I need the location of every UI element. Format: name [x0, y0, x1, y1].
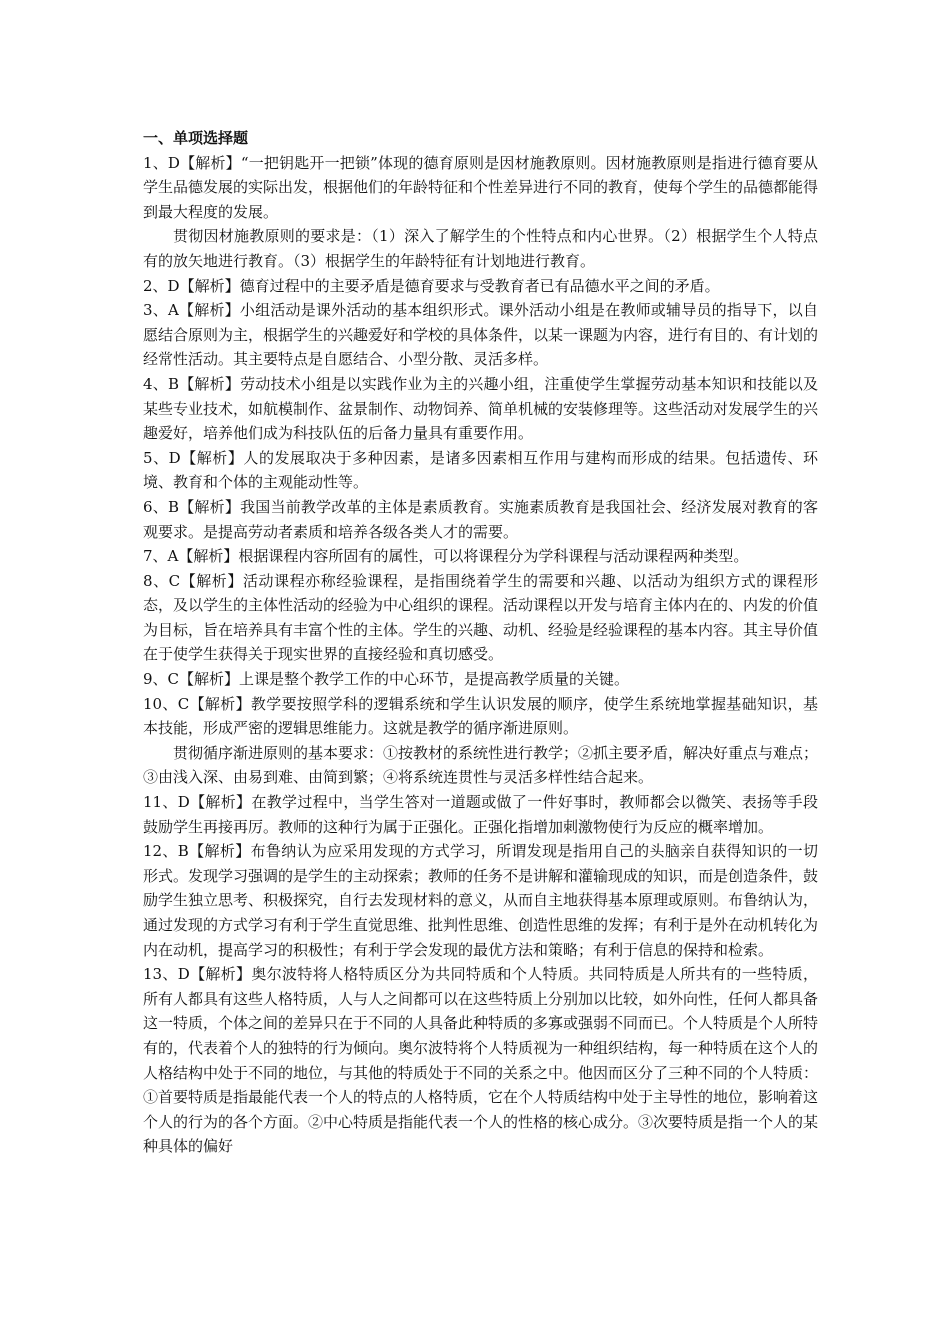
- answer-text: 劳动技术小组是以实践作业为主的兴趣小组，注重使学生掌握劳动基本知识和技能以及某些专业技术，如航模制作、盆景制作、动物饲养、简单机械的安装修理等。这些活动对发展学生的兴趣爱好，培养他们成为科技队伍的后备力量具有重要作用。: [143, 374, 819, 443]
- answer-12: [143, 839, 818, 962]
- section-title: 一、单项选择题: [143, 129, 249, 147]
- answer-text: “一把钥匙开一把锁”体现的德育原则是因材施教原则。因材施教原则是指进行德育要从学生品德发展的实际出发，根据他们的年龄特征和个性差异进行不同的教育，使每个学生的品德都能得到最大程度的发展。: [143, 153, 819, 221]
- analysis-tag: 【解析】: [179, 670, 240, 689]
- answer-number: 2、D: [143, 276, 180, 295]
- answer-text: 活动课程亦称经验课程，是指围绕着学生的需要和兴趣、以活动为组织方式的课程形态，及以学生的主体性活动的经验为中心组织的课程。活动课程以开发与培育主体内在的、内发的价值为目标，旨在培养具有丰富个性的主体。学生的兴趣、动机、经验是经验课程的基本内容。其主导价值在于使学生获得关于现实世界的直接经验和真切感受。: [143, 571, 819, 664]
- answer-text: 上课是整个教学工作的中心环节，是提高教学质量的关键。: [239, 670, 630, 689]
- answer-8: [143, 569, 818, 667]
- answer-5: [143, 446, 818, 495]
- answer-number: 6、B: [143, 497, 179, 516]
- answer-text: 教学要按照学科的逻辑系统和学生认识发展的顺序，使学生系统地掌握基础知识，基本技能，形成严密的逻辑思维能力。这就是教学的循序渐进原则。: [143, 694, 818, 738]
- answer-10: [143, 692, 818, 741]
- answer-1: [143, 151, 818, 225]
- answer-text: 小组活动是课外活动的基本组织形式。课外活动小组是在教师或辅导员的指导下，以自愿结合原则为主，根据学生的兴趣爱好和学校的具体条件，以某一课题为内容，进行有目的、有计划的经常性活动。其主要特点是自愿结合、小型分散、灵活多样。: [143, 301, 819, 369]
- answer-text: 布鲁纳认为应采用发现的方式学习，所谓发现是指用自己的头脑亲自获得知识的一切形式。发现学习强调的是学生的主动探索；教师的任务不是讲解和灌输现成的知识，而是创造条件，鼓励学生独立思考、积极探究，自行去发现材料的意义，从而自主地获得基本原理或原则。布鲁纳认为，通过发现的方式学习有利于学生直觉思维、批判性思维、创造性思维的发挥；有利于是外在动机转化为内在动机，提高学习的积极性；有利于学会发现的最优方法和策略；有利于信息的保持和检索。: [143, 842, 819, 959]
- analysis-tag: 【解析】: [179, 374, 241, 393]
- answer-10-requirements: 贯彻循序渐进原则的基本要求：①按教材的系统性进行教学；②抓主要矛盾，解决好重点与难点；③由浅入深、由易到难、由简到繁；④将系统连贯性与灵活多样性结合起来。: [143, 743, 819, 787]
- analysis-tag: 【解析】: [189, 694, 251, 713]
- analysis-tag: 【解析】: [178, 547, 239, 566]
- answer-4: [143, 372, 818, 446]
- answer-number: 11、D: [143, 793, 190, 812]
- analysis-tag: 【解析】: [179, 276, 240, 295]
- answer-6: [143, 495, 818, 544]
- answer-number: 7、A: [143, 547, 179, 566]
- analysis-tag: 【解析】: [189, 965, 252, 984]
- answer-text: 人的发展取决于多种因素，是诸多因素相互作用与建构而形成的结果。包括遗传、环境、教育和个体的主观能动性等。: [143, 448, 818, 492]
- analysis-tag: 【解析】: [180, 571, 243, 590]
- answer-1-requirements: 贯彻因材施教原则的要求是：（1）深入了解学生的个性特点和内心世界。（2）根据学生个人特点有的放矢地进行教育。（3）根据学生的年龄特征有计划地进行教育。: [143, 227, 818, 270]
- answer-number: 5、D: [143, 448, 181, 467]
- answer-number: 3、A: [143, 301, 179, 320]
- analysis-tag: 【解析】: [188, 842, 251, 861]
- answer-9: [143, 667, 818, 692]
- answer-number: 1、D: [143, 153, 180, 172]
- answer-text: 在教学过程中，当学生答对一道题或做了一件好事时，教师都会以微笑、表扬等手段鼓励学生再接再厉。教师的这种行为属于正强化。正强化指增加刺激物使行为反应的概率增加。: [143, 793, 818, 836]
- answer-13: [143, 962, 818, 1159]
- analysis-tag: 【解析】: [180, 448, 244, 467]
- answer-number: 4、B: [143, 374, 179, 393]
- answer-11: [143, 790, 818, 839]
- answer-text: 根据课程内容所固有的属性，可以将课程分为学科课程与活动课程两种类型。: [238, 547, 749, 566]
- answer-2: [143, 274, 818, 299]
- answer-number: 8、C: [143, 571, 181, 590]
- answer-number: 13、D: [143, 965, 190, 984]
- analysis-tag: 【解析】: [179, 153, 241, 172]
- answer-7: [143, 544, 818, 569]
- answer-text: 我国当前教学改革的主体是素质教育。实施素质教育是我国社会、经济发展对教育的客观要求。是提高劳动者素质和培养各级各类人才的需要。: [143, 497, 818, 541]
- document-page: [143, 126, 818, 1159]
- analysis-tag: 【解析】: [179, 497, 241, 516]
- analysis-tag: 【解析】: [178, 301, 240, 320]
- analysis-tag: 【解析】: [189, 793, 252, 812]
- answer-text: 德育过程中的主要矛盾是德育要求与受教育者已有品德水平之间的矛盾。: [239, 276, 720, 295]
- answer-number: 12、B: [143, 842, 189, 861]
- answer-number: 9、C: [143, 670, 180, 689]
- answer-text: 奥尔波特将人格特质区分为共同特质和个人特质。共同特质是人所共有的一些特质，所有人都具有这些人格特质，人与人之间都可以在这些特质上分别加以比较，如外向性，任何人都具备这一特质，个体之间的差异只在于不同的人具备此种特质的多寡或强弱不同而已。个人特质是个人所特有的，代表着个人的独特的行为倾向。奥尔波特将个人特质视为一种组织结构，每一种特质在这个人的人格结构中处于不同的地位，与其他的特质处于不同的关系之中。他因而区分了三种不同的个人特质：①首要特质是指最能代表一个人的特点的人格特质，它在个人特质结构中处于主导性的地位，影响着这个人的行为的各个方面。②中心特质是指能代表一个人的性格的核心成分。③次要特质是指一个人的某种具体的偏好: [143, 965, 819, 1156]
- answer-3: [143, 298, 818, 372]
- answer-number: 10、C: [143, 694, 190, 713]
